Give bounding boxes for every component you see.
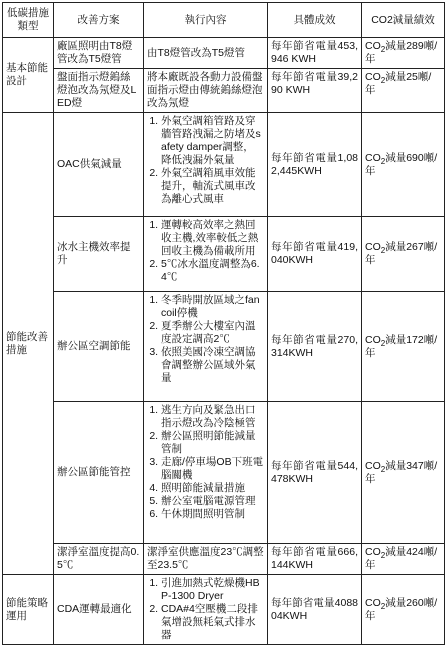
content-cell: 將本廠既設各動力設備盤面指示燈由傳統鎢絲燈泡改為氖燈 — [144, 69, 268, 113]
result-cell: 每年節省電量453,946 KWH — [268, 38, 362, 69]
table-row — [3, 402, 445, 544]
co2-text: 減量25噸/年 — [365, 71, 432, 96]
co2-text: 減量260噸/年 — [365, 596, 438, 622]
co2-prefix: CO — [365, 596, 381, 609]
co2-prefix: CO — [365, 546, 381, 558]
co2-text: 減量424噸/年 — [365, 546, 438, 571]
category-strategy: 節能策略運用 — [3, 575, 54, 645]
step-item: 1. 冬季時開放區域之fan coil停機 — [161, 294, 264, 320]
steps-list — [147, 404, 264, 521]
co2-subscript: 2 — [380, 338, 386, 348]
co2-subscript: 2 — [380, 45, 386, 55]
co2-subscript: 2 — [380, 551, 386, 561]
result-cell: 每年節省電量408804KWH — [268, 575, 362, 645]
content-cell — [144, 113, 268, 217]
table-row — [3, 38, 445, 69]
step-item: 2. 5℃冰水溫度調整為6.4℃ — [161, 258, 264, 284]
co2-prefix: CO — [365, 459, 381, 472]
plan-cell: 盤面指示燈鎢絲燈泡改為氖燈及LED燈 — [54, 69, 144, 113]
co2-prefix: CO — [365, 241, 381, 253]
plan-cell: CDA運轉最適化 — [54, 575, 144, 645]
plan-cell: 冰水主機效率提升 — [54, 217, 144, 292]
plan-cell: 潔淨室溫度提高0.5℃ — [54, 544, 144, 575]
table-header-row — [3, 3, 445, 38]
co2-text: 減量267噸/年 — [365, 241, 438, 266]
step-item: 1. 外氣空調箱管路及穿牆管路洩漏之防堵及safety damper調整，降低洩漏外氣量 — [161, 115, 264, 167]
step-item: 3. 依照美國冷凍空調協會調整辦公區域外氣量 — [161, 346, 264, 385]
co2-cell — [362, 575, 445, 645]
table-row — [3, 217, 445, 292]
co2-cell — [362, 402, 445, 544]
category-improve: 節能改善措施 — [3, 113, 54, 575]
co2-subscript: 2 — [380, 246, 386, 256]
plan-cell: OAC供氣減量 — [54, 113, 144, 217]
plan-cell: 辦公區節能管控 — [54, 402, 144, 544]
table-row — [3, 292, 445, 402]
co2-prefix: CO — [365, 333, 381, 346]
steps-list — [147, 294, 264, 385]
plan-cell: 辦公區空調節能 — [54, 292, 144, 402]
co2-subscript: 2 — [380, 156, 386, 166]
result-cell: 每年節省電量419,040KWH — [268, 217, 362, 292]
header-co2: CO2減量績效 — [362, 3, 445, 38]
plan-cell: 廠區照明由T8燈管改為T5燈管 — [54, 38, 144, 69]
table-row — [3, 113, 445, 217]
energy-saving-table — [2, 2, 445, 645]
header-plan: 改善方案 — [54, 3, 144, 38]
co2-subscript: 2 — [380, 464, 386, 474]
co2-cell — [362, 217, 445, 292]
content-cell — [144, 292, 268, 402]
step-item: 2. CDA#4空壓機二段排氣增設無耗氣式排水器 — [161, 603, 264, 642]
steps-list — [147, 219, 264, 284]
co2-cell — [362, 292, 445, 402]
content-cell — [144, 402, 268, 544]
steps-list — [147, 115, 264, 206]
co2-text: 減量172噸/年 — [365, 333, 438, 359]
step-item: 2. 夏季辦公大樓室內溫度設定調高2℃ — [161, 320, 264, 346]
co2-subscript: 2 — [380, 76, 386, 86]
step-item: 3. 走廊/停車場OB下班電腦關機 — [161, 456, 264, 482]
table-row — [3, 69, 445, 113]
co2-text: 減量347噸/年 — [365, 459, 438, 485]
result-cell: 每年節省電量39,290 KWH — [268, 69, 362, 113]
co2-prefix: CO — [365, 151, 381, 164]
step-item: 1. 運轉較高效率之熱回收主機,效率較低之熱回收主機為備載所用 — [161, 219, 264, 258]
co2-text: 減量289噸/年 — [365, 40, 438, 65]
step-item: 6. 午休期間照明管制 — [161, 508, 264, 521]
co2-text: 減量690噸/年 — [365, 151, 438, 177]
step-item: 4. 照明節能減量措施 — [161, 482, 264, 495]
content-cell: 由T8燈管改為T5燈管 — [144, 38, 268, 69]
category-basic: 基本節能設計 — [3, 38, 54, 113]
result-cell: 每年節省電量666,144KWH — [268, 544, 362, 575]
result-cell: 每年節省電量544,478KWH — [268, 402, 362, 544]
co2-cell — [362, 38, 445, 69]
step-item: 2. 外氣空調箱風車效能提升，軸流式風車改為離心式風車 — [161, 167, 264, 206]
step-item: 1. 引進加熱式乾燥機HBP-1300 Dryer — [161, 577, 264, 603]
co2-subscript: 2 — [380, 601, 386, 611]
table-row — [3, 575, 445, 645]
table-row — [3, 544, 445, 575]
co2-cell — [362, 69, 445, 113]
result-cell: 每年節省電量270,314KWH — [268, 292, 362, 402]
content-cell — [144, 217, 268, 292]
header-content: 執行內容 — [144, 3, 268, 38]
content-cell: 潔淨室供應溫度23℃調整至23.5℃ — [144, 544, 268, 575]
step-item: 2. 辦公區照明節能減量管制 — [161, 430, 264, 456]
co2-cell — [362, 113, 445, 217]
content-cell — [144, 575, 268, 645]
result-cell: 每年節省電量1,082,445KWH — [268, 113, 362, 217]
header-result: 具體成效 — [268, 3, 362, 38]
co2-cell — [362, 544, 445, 575]
co2-prefix: CO — [365, 40, 381, 52]
header-category: 低碳措施類型 — [3, 3, 54, 38]
co2-prefix: CO — [365, 71, 381, 83]
step-item: 5. 辦公室電腦電源管理 — [161, 495, 264, 508]
step-item: 1. 逃生方向及緊急出口指示燈改為冷陰極管 — [161, 404, 264, 430]
steps-list — [147, 577, 264, 642]
